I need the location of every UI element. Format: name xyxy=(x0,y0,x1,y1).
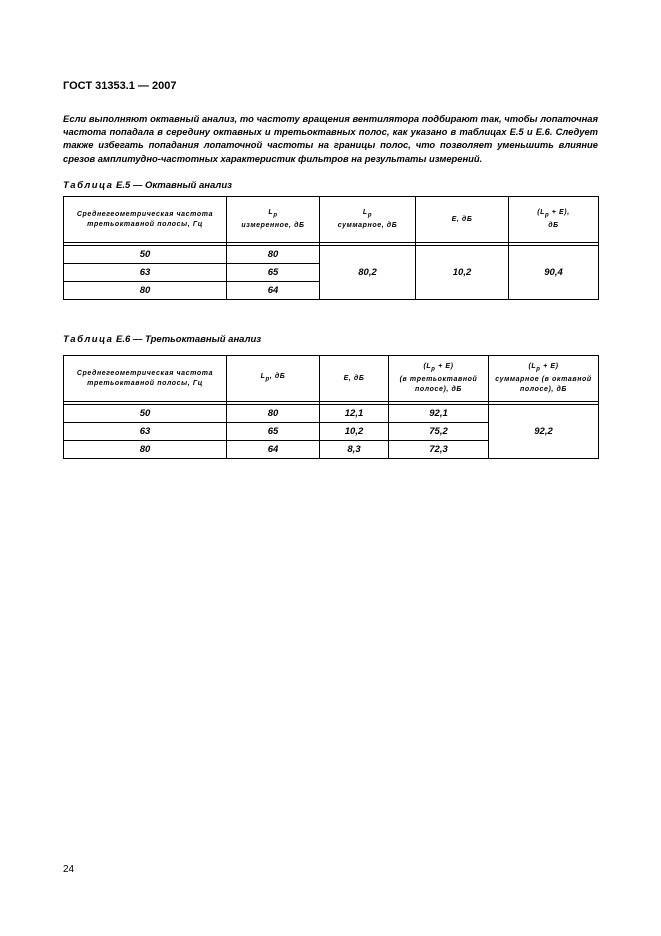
caption-title: Е.5 — Октавный анализ xyxy=(116,180,232,191)
header-lp: $L_p$, дБ xyxy=(227,356,320,402)
cell-e: 10,2 xyxy=(416,246,509,300)
document-header: ГОСТ 31353.1 — 2007 xyxy=(63,80,177,92)
cell-e: 8,3 xyxy=(320,441,389,459)
cell-lp-plus-e-third: 75,2 xyxy=(389,423,489,441)
table-row xyxy=(64,405,599,423)
cell-frequency: 80 xyxy=(64,441,227,459)
cell-lp-plus-e-third: 72,3 xyxy=(389,441,489,459)
header-lp-plus-e-octave: $(L_p + E)$ суммарное (в октавной полосе), дБ xyxy=(489,356,599,402)
cell-frequency: 80 xyxy=(64,282,227,300)
caption-word: Таблица xyxy=(63,180,114,191)
cell-lp: 65 xyxy=(227,264,320,282)
header-e: E, дБ xyxy=(320,356,389,402)
caption-word: Таблица xyxy=(63,334,114,345)
cell-lp-plus-e: 90,4 xyxy=(509,246,599,300)
cell-lp-plus-e-octave: 92,2 xyxy=(489,405,599,459)
cell-frequency: 63 xyxy=(64,264,227,282)
header-e: E, дБ xyxy=(416,197,509,243)
cell-frequency: 63 xyxy=(64,423,227,441)
cell-lp-plus-e-third: 92,1 xyxy=(389,405,489,423)
table-e6 xyxy=(63,355,599,459)
caption-title: Е.6 — Третьоктавный анализ xyxy=(116,334,262,345)
header-lp-plus-e-third: $(L_p + E)$ (в третьоктавной полосе), дБ xyxy=(389,356,489,402)
cell-lp: 65 xyxy=(227,423,320,441)
cell-frequency: 50 xyxy=(64,405,227,423)
header-lp-plus-e: $(L_p + E)$, дБ xyxy=(509,197,599,243)
header-frequency: Среднегеометрическая частота третьоктавной полосы, Гц xyxy=(64,197,227,243)
page-number: 24 xyxy=(63,864,75,875)
table-e5 xyxy=(63,196,599,300)
table-row xyxy=(64,246,599,264)
cell-lp: 64 xyxy=(227,282,320,300)
cell-e: 10,2 xyxy=(320,423,389,441)
cell-e: 12,1 xyxy=(320,405,389,423)
cell-lp: 80 xyxy=(227,405,320,423)
cell-lp: 64 xyxy=(227,441,320,459)
header-lp-measured: $L_p$ измеренное, дБ xyxy=(227,197,320,243)
cell-lp-total: 80,2 xyxy=(320,246,416,300)
table-e6-caption xyxy=(63,334,261,345)
body-paragraph: Если выполняют октавный анализ, то частоту вращения вентилятора подбирают так, чтобы лопаточная частота попадала в середину октавных и третьоктавных полос, как указано в таблицах Е.5 и Е.6. Следует также избегать попадания лопаточной частоты на границы полос, что позволяет уменьшить влияние срезов амплитудно-частотных характеристик фильтров на результаты измерений. xyxy=(63,113,598,164)
cell-lp: 80 xyxy=(227,246,320,264)
header-lp-total: $L_p$ суммарное, дБ xyxy=(320,197,416,243)
header-frequency: Среднегеометрическая частота третьоктавной полосы, Гц xyxy=(64,356,227,402)
cell-frequency: 50 xyxy=(64,246,227,264)
table-e5-caption xyxy=(63,180,232,191)
